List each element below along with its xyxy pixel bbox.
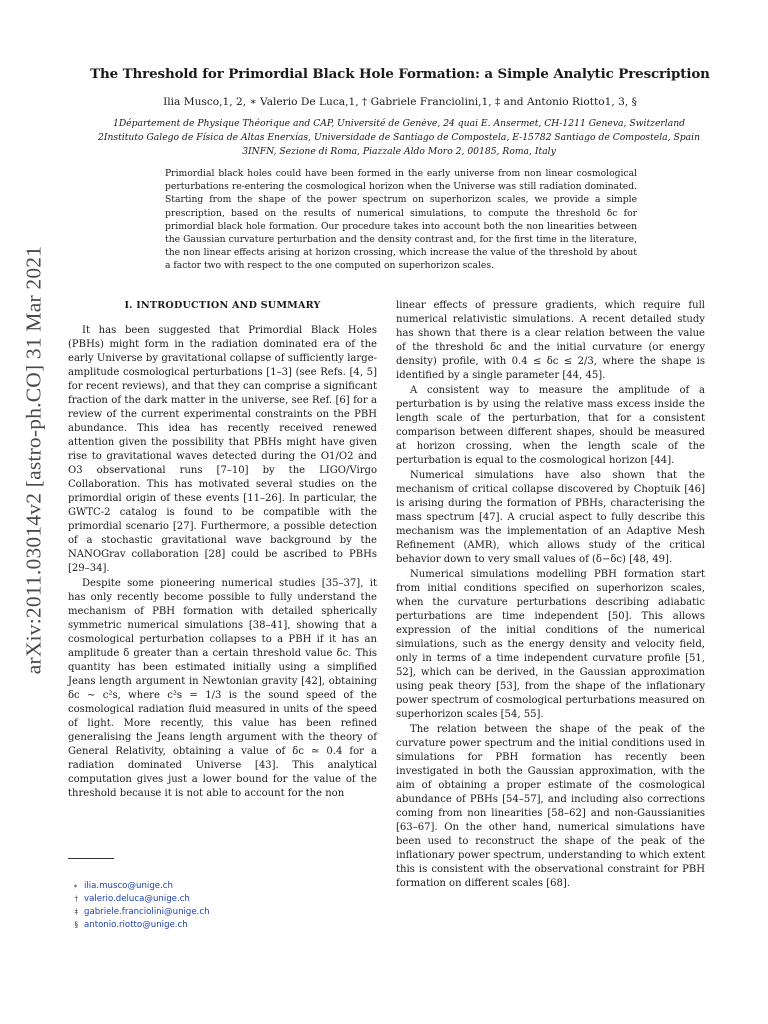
email-link[interactable]: ilia.musco@unige.ch bbox=[84, 881, 173, 891]
right-column bbox=[396, 299, 705, 891]
arxiv-identifier-text: arXiv:2011.03014v2 [astro-ph.CO] 31 Mar 2021 bbox=[21, 245, 46, 675]
arxiv-identifier bbox=[14, 240, 54, 680]
body-paragraph: A consistent way to measure the amplitude of a perturbation is by using the relative mass excess inside the length scale of the perturbation, that for a consistent comparison between different shapes, should be measured at horizon crossing, when the length scale of the perturbation is equal to the cosmological horizon [44]. bbox=[396, 385, 705, 466]
footnote bbox=[68, 893, 368, 906]
left-column bbox=[68, 299, 377, 801]
body-paragraph: Numerical simulations modelling PBH formation start from initial conditions specified on superhorizon scales, when the curvature perturbations describing adiabatic perturbations are time independent [50]. This allows expression of the initial conditions of the numerical simulations, such as the energy density and velocity field, only in terms of a time independent curvature profile [51, 52], which can be derived, in the Gaussian approximation using peak theory [53], from the shape of the inflationary power spectrum of cosmological perturbations measured on superhorizon scales [54, 55]. bbox=[396, 569, 705, 720]
footnotes bbox=[68, 880, 368, 932]
section-heading: I. INTRODUCTION AND SUMMARY bbox=[124, 300, 321, 311]
body-paragraph: The relation between the shape of the peak of the curvature power spectrum and the initial conditions used in simulations for PBH formation has recently been investigated in both the Gaussian approximation, with the aim of obtaining a proper estimate of the cosmological abundance of PBHs [54–57], and including also corrections coming from non linearities [58–62] and non-Gaussianities [63–67]. On the other hand, numerical simulations have been used to reconstruct the shape of the peak of the inflationary power spectrum, understanding to which extent this is consistent with the observational constraint for PBH formation on different scales [68]. bbox=[396, 724, 705, 889]
email-link[interactable]: valerio.deluca@unige.ch bbox=[84, 894, 190, 904]
footnote bbox=[68, 919, 368, 932]
footnote-mark: § bbox=[74, 921, 78, 929]
abstract: Primordial black holes could have been formed in the early universe from non linear cosmological perturbations re-entering the cosmological horizon when the Universe was still radiation dominated. Starting from the shape of the power spectrum on superhorizon scales, we provide a simple prescription, based on the results of numerical simulations, to compute the threshold δc for primordial black hole formation. Our procedure takes into account both the non linearities between the Gaussian curvature perturbation and the density contrast and, for the first time in the literature, the non linear effects arising at horizon crossing, which increase the value of the threshold by about a factor two with respect to the one computed on superhorizon scales. bbox=[165, 168, 637, 272]
body-paragraph: It has been suggested that Primordial Black Holes (PBHs) might form in the radiation dominated era of the early Universe by gravitational collapse of sufficiently large-amplitude cosmological perturbations [1–3] (see Refs. [4, 5] for recent reviews), and that they can comprise a significant fraction of the dark matter in the universe, see Ref. [6] for a review of the current experimental constraints on the PBH abundance. This idea has recently received renewed attention given the possibility that PBHs might have given rise to gravitational waves detected during the O1/O2 and O3 observational runs [7–10] by the LIGO/Virgo Collaboration. This has motivated several studies on the primordial origin of these events [11–26]. In particular, the GWTC-2 catalog is found to be compatible with the primordial scenario [27]. Furthermore, a possible detection of a stochastic gravitational wave background by the NANOGrav collaboration [28] could be ascribed to PBHs [29–34]. bbox=[68, 325, 377, 574]
email-link[interactable]: gabriele.franciolini@unige.ch bbox=[84, 907, 210, 917]
email-link[interactable]: antonio.riotto@unige.ch bbox=[84, 920, 188, 930]
body-paragraph: Numerical simulations have also shown that the mechanism of critical collapse discovered by Choptuik [46] is arising during the formation of PBHs, characterising the mass spectrum [47]. A crucial aspect to fully describe this mechanism was the implementation of an Adaptive Mesh Refinement (AMR), which allows study of the critical behavior down to very small values of (δ−δc) [48, 49]. bbox=[396, 470, 705, 565]
footnote-mark: ‡ bbox=[74, 908, 78, 916]
affiliation-1: 1Département de Physique Théorique and CAP, Université de Genève, 24 quai E. Ansermet, CH-1211 Geneva, Switzerland bbox=[112, 118, 686, 129]
affiliation-3: 3INFN, Sezione di Roma, Piazzale Aldo Moro 2, 00185, Roma, Italy bbox=[242, 146, 556, 157]
body-paragraph: linear effects of pressure gradients, which require full numerical relativistic simulations. A recent detailed study has shown that there is a clear relation between the value of the threshold δc and the initial curvature (or energy density) profile, with 0.4 ≤ δc ≤ 2/3, where the shape is identified by a single parameter [44, 45]. bbox=[396, 300, 705, 381]
author-list: Ilia Musco,1, 2, ∗ Valerio De Luca,1, † Gabriele Franciolini,1, ‡ and Antonio Riotto1, 3, § bbox=[163, 96, 637, 108]
footnote bbox=[68, 880, 368, 893]
body-paragraph: Despite some pioneering numerical studies [35–37], it has only recently become possible to fully understand the mechanism of PBH formation with detailed spherically symmetric numerical simulations [38–41], showing that a cosmological perturbation collapses to a PBH if it has an amplitude δ greater than a certain threshold value δc. This quantity has been estimated initially using a simplified Jeans length argument in Newtonian gravity [42], obtaining δc ∼ c²s, where c²s = 1/3 is the sound speed of the cosmological radiation fluid measured in units of the speed of light. More recently, this value has been refined generalising the Jeans length argument with the theory of General Relativity, obtaining a value of δc ≃ 0.4 for a radiation dominated Universe [43]. This analytical computation gives just a lower bound for the value of the threshold because it is not able to account for the non bbox=[68, 578, 377, 799]
affiliation-2: 2Instituto Galego de Física de Altas Enerxías, Universidade de Santiago de Compostela, E-15782 Santiago de Compostela, Spain bbox=[97, 132, 701, 143]
footnote-mark: † bbox=[74, 895, 78, 903]
footnote-mark: ∗ bbox=[73, 882, 78, 890]
footnote bbox=[68, 906, 368, 919]
footnote-rule bbox=[68, 858, 114, 859]
paper-title: The Threshold for Primordial Black Hole Formation: a Simple Analytic Prescription bbox=[90, 66, 710, 82]
